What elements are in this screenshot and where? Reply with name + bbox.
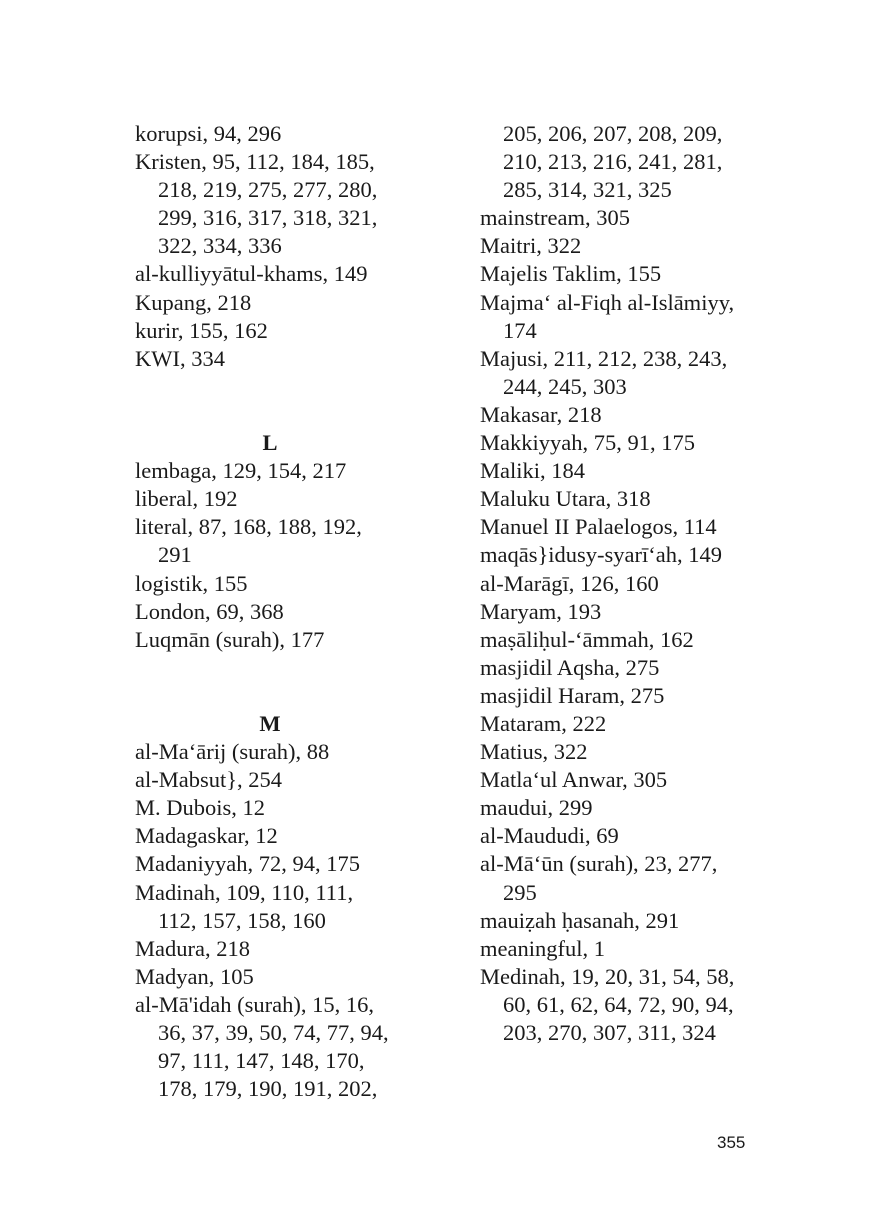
index-entry: Madagaskar, 12 bbox=[135, 823, 278, 849]
index-entry-continuation: 210, 213, 216, 241, 281, bbox=[503, 149, 723, 175]
index-entry: maudui, 299 bbox=[480, 795, 593, 821]
index-entry: masjidil Aqsha, 275 bbox=[480, 654, 660, 680]
index-entry: masjidil Haram, 275 bbox=[480, 682, 665, 708]
index-entry-continuation: 174 bbox=[503, 317, 537, 343]
index-entry-continuation: 97, 111, 147, 148, 170, bbox=[158, 1048, 365, 1074]
section-letter-heading: L bbox=[262, 430, 278, 456]
index-entry: Majusi, 211, 212, 238, 243, bbox=[480, 345, 728, 371]
index-entry: Kupang, 218 bbox=[135, 289, 252, 315]
index-entry: al-Maududi, 69 bbox=[480, 823, 619, 849]
index-entry: logistik, 155 bbox=[135, 570, 248, 596]
index-entry: London, 69, 368 bbox=[135, 598, 284, 624]
index-entry: Matius, 322 bbox=[480, 739, 588, 765]
index-entry-continuation: 285, 314, 321, 325 bbox=[503, 177, 672, 203]
index-entry: Madinah, 109, 110, 111, bbox=[135, 879, 354, 905]
index-entry: Makasar, 218 bbox=[480, 401, 602, 427]
index-entry: Maitri, 322 bbox=[480, 233, 582, 259]
index-column-left bbox=[135, 120, 455, 1103]
index-entry-continuation: 291 bbox=[158, 542, 192, 568]
index-entry: Manuel II Palaelogos, 114 bbox=[480, 514, 717, 540]
index-entry: maṣāliḥul-‘āmmah, 162 bbox=[480, 626, 694, 652]
spacer bbox=[135, 401, 455, 429]
index-entry-continuation: 178, 179, 190, 191, 202, bbox=[158, 1076, 378, 1102]
page-number: 355 bbox=[717, 1133, 746, 1152]
index-entry: Madyan, 105 bbox=[135, 963, 254, 989]
index-entry: meaningful, 1 bbox=[480, 935, 605, 961]
index-entry: Maluku Utara, 318 bbox=[480, 486, 651, 512]
index-entry: Madaniyyah, 72, 94, 175 bbox=[135, 851, 360, 877]
index-entry-continuation: 218, 219, 275, 277, 280, bbox=[158, 177, 378, 203]
index-entry: literal, 87, 168, 188, 192, bbox=[135, 514, 362, 540]
index-entry: Madura, 218 bbox=[135, 935, 250, 961]
index-entry-continuation: 244, 245, 303 bbox=[503, 373, 627, 399]
index-entry: Majma‘ al-Fiqh al-Islāmiyy, bbox=[480, 289, 735, 315]
index-entry: al-Mabsut}, 254 bbox=[135, 767, 283, 793]
index-entry-continuation: 322, 334, 336 bbox=[158, 233, 282, 259]
index-entry-continuation: 203, 270, 307, 311, 324 bbox=[503, 1020, 716, 1045]
index-entry: Mataram, 222 bbox=[480, 710, 607, 736]
index-entry: maqās}idusy-syarī‘ah, 149 bbox=[480, 542, 722, 568]
index-entry-continuation: 112, 157, 158, 160 bbox=[158, 907, 326, 933]
index-entry: al-kulliyyātul-khams, 149 bbox=[135, 261, 368, 287]
index-entry: lembaga, 129, 154, 217 bbox=[135, 458, 347, 484]
spacer bbox=[135, 654, 455, 682]
index-entry: Makkiyyah, 75, 91, 175 bbox=[480, 430, 695, 456]
index-entry-continuation: 299, 316, 317, 318, 321, bbox=[158, 205, 378, 231]
index-entry: Medinah, 19, 20, 31, 54, 58, bbox=[480, 963, 735, 989]
index-entry: kurir, 155, 162 bbox=[135, 317, 268, 343]
spacer bbox=[135, 373, 455, 401]
index-entry: Maliki, 184 bbox=[480, 458, 585, 484]
index-entry: Majelis Taklim, 155 bbox=[480, 261, 662, 287]
section-letter-heading: M bbox=[259, 710, 281, 736]
index-entry: mainstream, 305 bbox=[480, 205, 630, 231]
index-entry: mauiẓah ḥasanah, 291 bbox=[480, 907, 680, 933]
index-entry: al-Marāgī, 126, 160 bbox=[480, 570, 659, 596]
index-entry: korupsi, 94, 296 bbox=[135, 121, 282, 146]
index-entry-continuation: 205, 206, 207, 208, 209, bbox=[503, 121, 723, 146]
index-entry: Kristen, 95, 112, 184, 185, bbox=[135, 149, 375, 175]
index-entry: KWI, 334 bbox=[135, 345, 225, 371]
index-entry: M. Dubois, 12 bbox=[135, 795, 266, 821]
index-entry: Luqmān (surah), 177 bbox=[135, 626, 325, 652]
index-entry: Maryam, 193 bbox=[480, 598, 602, 624]
index-entry: al-Mā‘ūn (surah), 23, 277, bbox=[480, 851, 718, 877]
index-entry-continuation: 60, 61, 62, 64, 72, 90, 94, bbox=[503, 991, 734, 1017]
index-entry-continuation: 36, 37, 39, 50, 74, 77, 94, bbox=[158, 1020, 389, 1045]
index-entry-continuation: 295 bbox=[503, 879, 537, 905]
index-entry: liberal, 192 bbox=[135, 486, 238, 512]
index-entry: al-Mā'idah (surah), 15, 16, bbox=[135, 991, 374, 1017]
spacer bbox=[135, 682, 455, 710]
index-entry: al-Ma‘ārij (surah), 88 bbox=[135, 739, 330, 765]
index-entry: Matla‘ul Anwar, 305 bbox=[480, 767, 668, 793]
index-column-right bbox=[480, 120, 800, 1047]
